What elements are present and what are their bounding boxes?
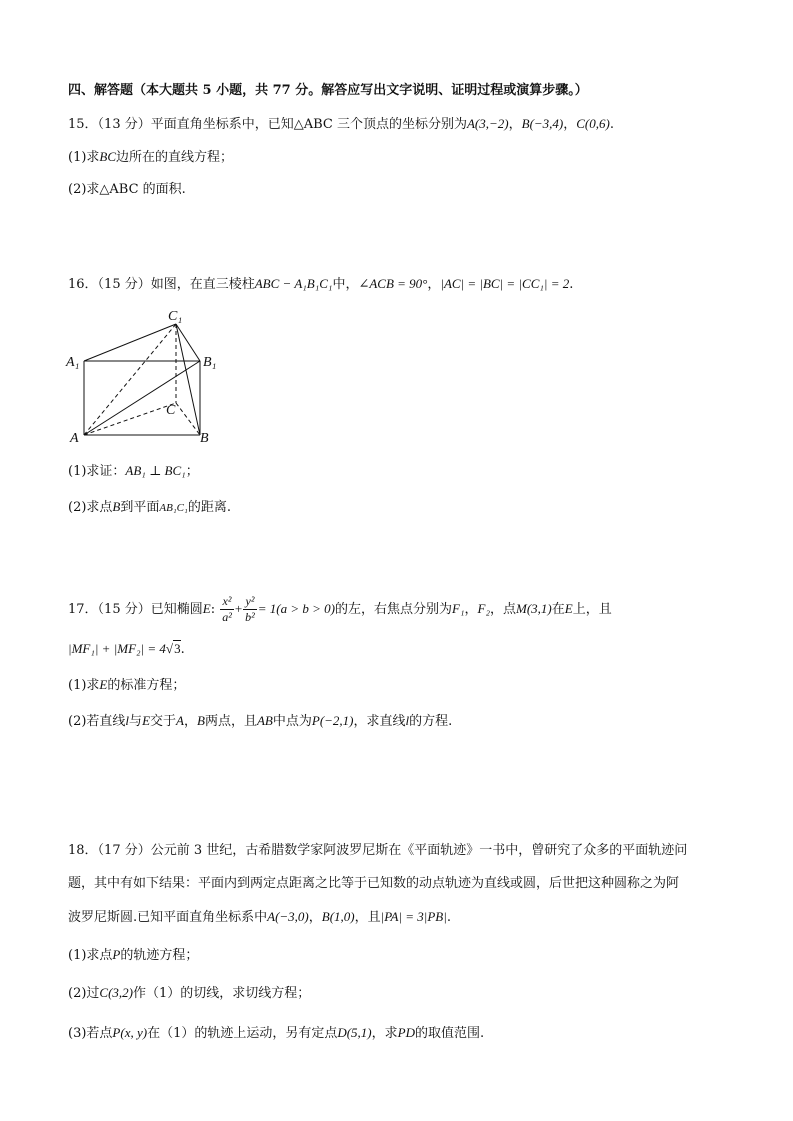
q17-cond: |MF₁| + |MF₂| = 4 <box>68 641 166 656</box>
q17-sqrt3: 3 <box>174 641 181 656</box>
label-c1: C₁ <box>168 309 183 324</box>
q18-p3-p: P(x, y) <box>112 1025 148 1040</box>
q17-p2-ab: AB <box>256 713 273 728</box>
q17-part-2 <box>68 712 452 731</box>
q16-end: . <box>569 277 574 292</box>
q16-stem-b: 中， <box>332 277 359 292</box>
q17-p2-g: ，求直线 <box>353 714 406 729</box>
edge-a1-c1 <box>84 324 176 361</box>
q18-p2-b: 作（1）的切线，求切线方程； <box>133 986 311 1001</box>
q15-end: . <box>609 117 614 132</box>
q17-p2-e2: 两点，且 <box>204 714 257 729</box>
q17-number: 17．（15 分） <box>68 602 151 617</box>
q16-p1-prefix: (1)求证： <box>68 464 126 479</box>
q17-m: M(3,1) <box>516 601 552 616</box>
label-c: C <box>166 403 176 418</box>
q17-condition-line: |MF₁| + |MF₂| = 4√3. <box>68 641 185 657</box>
q17-f2: F₂ <box>477 601 490 616</box>
q15-p1-bc: BC <box>99 149 117 164</box>
q17-p2-pp: P(−2,1) <box>311 713 354 728</box>
section-header: 四、解答题（本大题共 5 小题，共 77 分。解答应写出文字说明、证明过程或演算步骤。） <box>68 83 588 98</box>
q17-p2-e: E <box>142 713 151 728</box>
q17-p2-d: ， <box>183 714 197 729</box>
q18-p1-a: (1)求点 <box>68 948 113 963</box>
q16-lengths: |AC| = |BC| = |CC₁| = 2 <box>440 276 570 291</box>
q18-line-3 <box>68 908 451 927</box>
q18-p2-c: C(3,2) <box>99 985 134 1000</box>
q15-point-b: B(−3,4) <box>521 116 564 131</box>
q18-line1-text: 公元前 3 世纪，古希腊数学家阿波罗尼斯在《平面轨迹》一书中，曾研究了众多的平面轨迹问 <box>150 843 688 858</box>
q17-stem-e: 上，且 <box>572 602 612 617</box>
q18-p3-a: (3)若点 <box>68 1026 113 1041</box>
q18-p3-c: ，求 <box>371 1026 398 1041</box>
q17-stem-line <box>68 593 612 626</box>
q17-p2-c: 交于 <box>150 714 177 729</box>
q15-point-c: C(0,6) <box>576 116 610 131</box>
q17-eq1: = 1(a > b > 0) <box>257 601 336 616</box>
q16-sep: ， <box>427 277 441 292</box>
q17-stem-c: ，点 <box>489 602 516 617</box>
q18-p3-d2: 的取值范围. <box>415 1026 485 1041</box>
label-b: B <box>200 431 209 446</box>
q17-part-1 <box>68 676 185 695</box>
q17-p2-pa: A <box>176 713 184 728</box>
q18-line-1 <box>68 842 687 860</box>
q15-p1-prefix: (1)求 <box>68 150 100 165</box>
q15-number: 15．（13 分） <box>68 117 151 132</box>
q18-line3-a: 波罗尼斯圆.已知平面直角坐标系中 <box>68 910 268 925</box>
q18-p1-b: 的轨迹方程； <box>120 948 199 963</box>
q18-part-1 <box>68 946 198 965</box>
q17-e: E <box>202 601 211 616</box>
q16-p2-a: (2)求点 <box>68 500 113 515</box>
q16-p2-c: 到平面 <box>120 500 160 515</box>
q17-plus: + <box>234 601 243 616</box>
q17-p2-l: l <box>125 713 130 728</box>
q17-p2-b: 与 <box>129 714 143 729</box>
q17-p2-f: 中点为 <box>272 714 312 729</box>
q17-cond-end: . <box>180 642 185 657</box>
q16-number: 16．（15 分） <box>68 277 151 292</box>
q16-p2-e: 的距离. <box>187 500 231 515</box>
q15-stem-line: 15．（13 分）平面直角坐标系中，已知△ABC 三个顶点的坐标分别为A(3,−2)，B(−3,4)，C(0,6). <box>68 116 614 132</box>
q17-p2-a: (2)若直线 <box>68 714 126 729</box>
q15-p1-suffix: 边所在的直线方程； <box>116 150 234 165</box>
label-b1: B₁ <box>203 355 217 370</box>
q16-stem-a: 如图，在直三棱柱 <box>150 277 255 292</box>
q18-line3-c: ，且 <box>354 910 381 925</box>
q16-p2-b: B <box>112 499 121 514</box>
frac-den-b2: b² <box>245 610 255 624</box>
q15-point-a: A(3,−2) <box>466 116 509 131</box>
q16-part-2 <box>68 498 231 517</box>
q18-p3-d: D(5,1) <box>337 1025 372 1040</box>
q17-stem-a: 已知椭圆 <box>150 602 203 617</box>
q17-p2-l2: l <box>405 713 410 728</box>
q15-part-1 <box>68 148 233 167</box>
q17-p1-b: 的标准方程； <box>107 678 186 693</box>
frac-den-a2: a² <box>222 610 232 624</box>
fraction-y2-b2 <box>243 594 257 625</box>
q16-angle: ∠ACB = 90° <box>358 276 428 291</box>
q18-line3-b: ， <box>308 910 322 925</box>
q17-e2: E <box>564 601 573 616</box>
q16-p2-d: AB₁C₁ <box>159 502 188 514</box>
segment-a-b1 <box>84 361 200 435</box>
label-a1: A₁ <box>66 355 80 370</box>
prism-figure <box>62 308 232 450</box>
q17-p1-a: (1)求 <box>68 678 100 693</box>
q18-line3-pb: B(1,0) <box>321 909 355 924</box>
segment-b-c1 <box>176 324 200 435</box>
segment-a-c1 <box>84 324 176 435</box>
q18-p3-pd: PD <box>397 1025 415 1040</box>
fraction-x2-a2 <box>220 594 234 625</box>
label-a: A <box>70 431 79 446</box>
q15-part-2: (2)求△ABC 的面积. <box>68 182 186 197</box>
q17-p2-h: 的方程. <box>409 714 453 729</box>
q16-stem-line <box>68 275 573 294</box>
q17-colon: : <box>210 602 216 617</box>
q16-prism: ABC − A₁B₁C₁ <box>254 276 333 291</box>
q18-line3-cond: |PA| = 3|PB| <box>380 909 447 924</box>
q18-p2-a: (2)过 <box>68 986 100 1001</box>
q17-p2-pb: B <box>197 713 205 728</box>
q17-p1-e: E <box>99 677 108 692</box>
q18-p3-b: 在（1）的轨迹上运动，另有定点 <box>147 1026 338 1041</box>
q15-stem: 平面直角坐标系中，已知△ABC 三个顶点的坐标分别为 <box>150 117 467 132</box>
q17-f1: F₁ <box>452 601 465 616</box>
q18-part-3 <box>68 1024 484 1043</box>
q18-number: 18．（17 分） <box>68 843 151 858</box>
frac-num-y2: y² <box>243 594 257 610</box>
frac-num-x2: x² <box>220 594 234 610</box>
q17-comma: ， <box>464 602 478 617</box>
q17-stem-b: 的左，右焦点分别为 <box>335 602 453 617</box>
q16-part-1 <box>68 462 199 481</box>
q18-part-2 <box>68 984 310 1003</box>
q17-stem-d: 在 <box>551 602 565 617</box>
q16-p1-suffix: ； <box>185 464 199 479</box>
q18-line3-pa: A(−3,0) <box>267 909 309 924</box>
q18-line3-end: . <box>446 910 451 925</box>
q18-line-2: 题，其中有如下结果：平面内到两定点距离之比等于已知数的动点轨迹为直线或圆，后世把这种圆称之为阿 <box>68 876 680 891</box>
q16-p1-expr: AB₁ ⊥ BC₁ <box>125 463 186 478</box>
q18-p1-p: P <box>112 947 121 962</box>
